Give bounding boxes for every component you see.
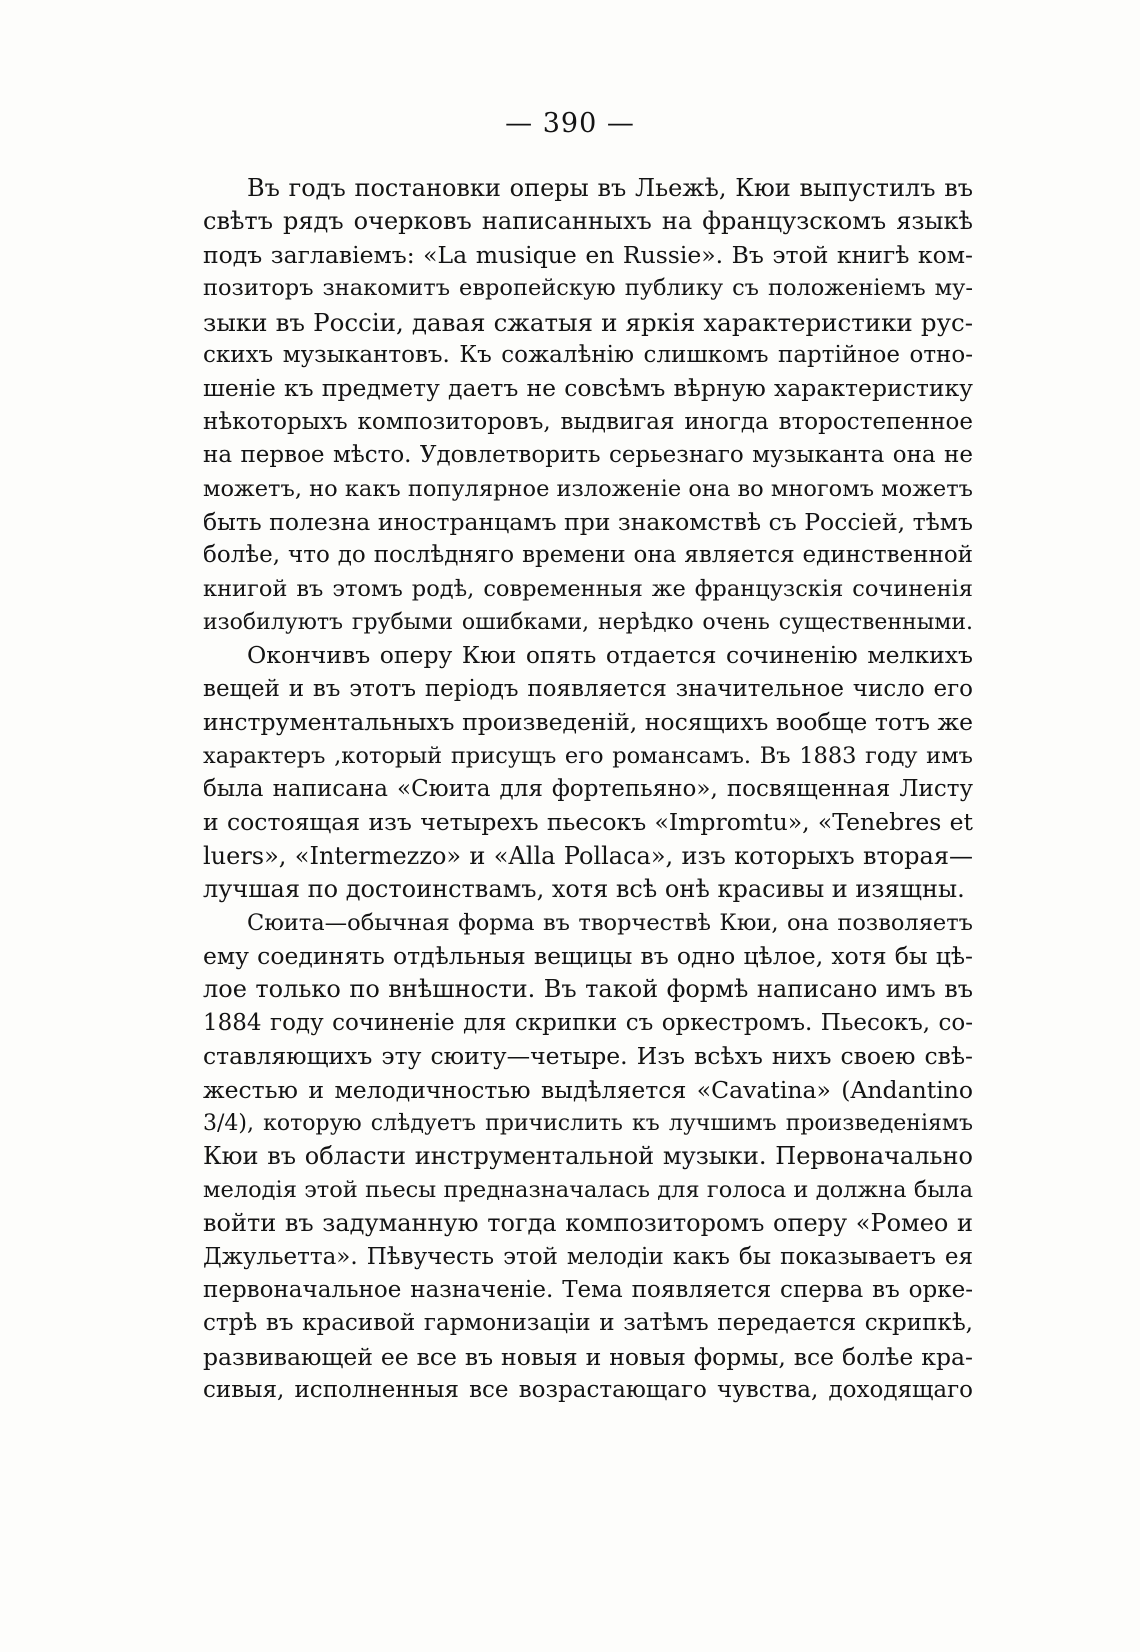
text-line: 3/4), которую слѣдуетъ причислить къ лучшимъ произведеніямъ xyxy=(203,1110,973,1136)
text-line: скихъ музыкантовъ. Къ сожалѣнію слишкомъ партійное отно- xyxy=(203,341,973,368)
text-line: сивыя, исполненныя все возрастающаго чувства, доходящаго xyxy=(203,1377,973,1404)
paragraph-1 xyxy=(203,172,973,639)
text-line: шеніе къ предмету даетъ не совсѣмъ вѣрную характеристику xyxy=(203,374,973,403)
text-line: подъ заглавіемъ: «La musique en Russie». Въ этой книгѣ ком- xyxy=(203,240,973,269)
text-line: инструментальныхъ произведеній, носящихъ вообще тотъ же xyxy=(203,708,973,737)
text-line: быть полезна иностранцамъ при знакомствѣ съ Россіей, тѣмъ xyxy=(203,507,973,536)
text-line: первоначальное назначеніе. Тема появляется сперва въ орке- xyxy=(203,1276,973,1303)
text-line: изобилуютъ грубыми ошибками, нерѣдко очень существенными. xyxy=(203,610,973,636)
text-line: свѣтъ рядъ очерковъ написанныхъ на французскомъ языкѣ xyxy=(203,207,973,236)
text-line: ему соединять отдѣльныя вещицы въ одно цѣлое, хотя бы цѣ- xyxy=(203,941,973,970)
paragraph-2 xyxy=(203,639,973,906)
text-line: стрѣ въ красивой гармонизаціи и затѣмъ передается скрипкѣ, xyxy=(203,1310,973,1337)
text-line: характеръ ,который присущъ его романсамъ. Въ 1883 году имъ xyxy=(203,742,973,769)
text-line: лое только по внѣшности. Въ такой формѣ написано имъ въ xyxy=(203,975,973,1004)
text-line: болѣе, что до послѣдняго времени она является единственной xyxy=(203,542,973,569)
text-line: Въ годъ постановки оперы въ Льежѣ, Кюи выпустилъ въ xyxy=(247,174,973,202)
text-line: войти въ задуманную тогда композиторомъ оперу «Ромео и xyxy=(203,1209,973,1238)
text-line: развивающей ее все въ новыя и новыя формы, все болѣе кра- xyxy=(203,1342,973,1371)
text-line: Кюи въ области инструментальной музыки. Первоначально xyxy=(203,1142,973,1171)
text-line: мелодія этой пьесы предназначалась для голоса и должна была xyxy=(203,1176,973,1203)
text-line: позиторъ знакомитъ европейскую публику съ положеніемъ му- xyxy=(203,275,973,302)
text-line: 1884 году сочиненіе для скрипки съ оркестромъ. Пьесокъ, со- xyxy=(203,1009,973,1036)
text-line: книгой въ этомъ родѣ, современныя же французскія сочиненія xyxy=(203,575,973,602)
text-line: на первое мѣсто. Удовлетворить серьезнаго музыканта она не xyxy=(203,442,973,469)
text-line: Сюита—обычная форма въ творчествѣ Кюи, она позволяетъ xyxy=(247,909,973,936)
text-line: зыки въ Россіи, давая сжатыя и яркія характеристики рус- xyxy=(203,307,973,337)
text-line: ставляющихъ эту сюиту—четыре. Изъ всѣхъ нихъ своею свѣ- xyxy=(203,1042,973,1071)
text-line: лучшая по достоинствамъ, хотя всѣ онѣ красивы и изящны. xyxy=(203,875,965,904)
text-line: Окончивъ оперу Кюи опять отдается сочиненію мелкихъ xyxy=(247,641,973,670)
paragraph-3 xyxy=(203,907,973,1408)
text-line: Джульетта». Пѣвучесть этой мелодіи какъ бы показываетъ ея xyxy=(203,1243,973,1270)
text-line: была написана «Сюита для фортепьяно», посвященная Листу xyxy=(203,776,973,803)
page-number: — 390 — xyxy=(505,108,635,139)
text-line: и состоящая изъ четырехъ пьесокъ «Impromtu», «Tenebres et xyxy=(203,808,973,837)
text-line: жестью и мелодичностью выдѣляется «Cavatina» (Andantino xyxy=(203,1075,973,1104)
text-line: нѣкоторыхъ композиторовъ, выдвигая иногда второстепенное xyxy=(203,408,973,435)
text-line: можетъ, но какъ популярное изложеніе она во многомъ можетъ xyxy=(203,475,973,502)
body-text xyxy=(203,172,973,1407)
text-line: luers», «Intermezzo» и «Alla Pollaca», изъ которыхъ вторая— xyxy=(203,841,973,870)
text-line: вещей и въ этотъ періодъ появляется значительное число его xyxy=(203,675,973,702)
